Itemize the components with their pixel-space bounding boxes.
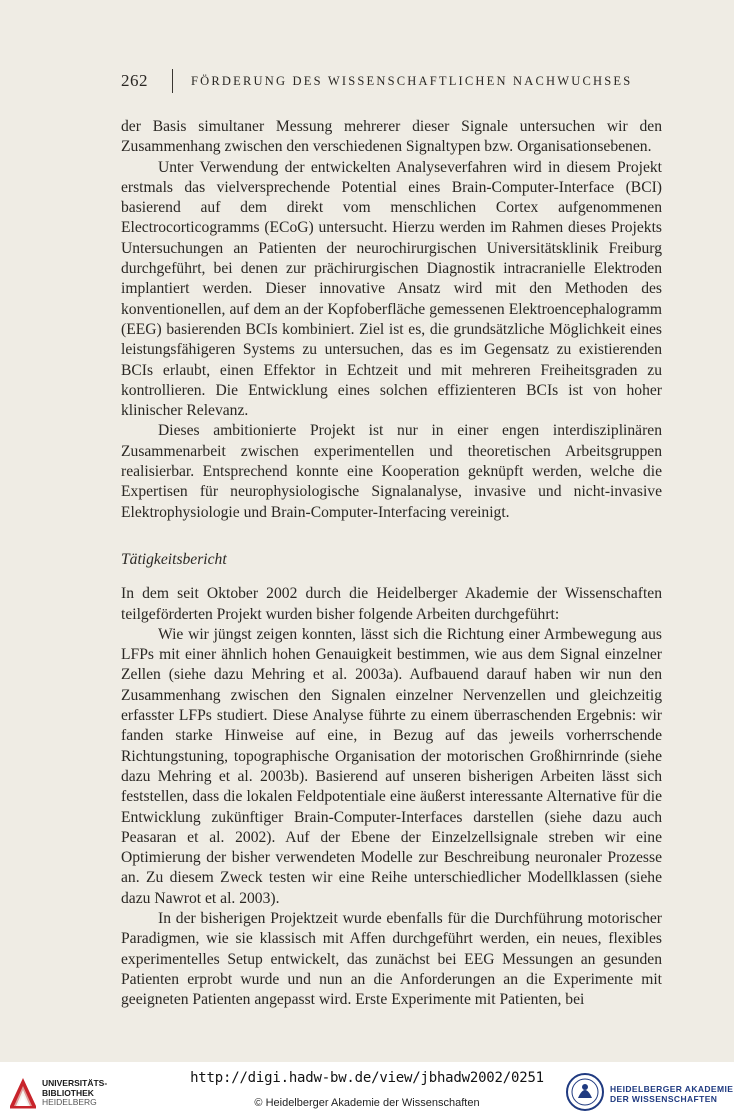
library-name: UNIVERSITÄTS- BIBLIOTHEK HEIDELBERG <box>42 1078 108 1107</box>
academy-name: HEIDELBERGER AKADEMIE DER WISSENSCHAFTEN <box>610 1084 734 1104</box>
paragraph-3: Dieses ambitionierte Projekt ist nur in einer engen interdisziplinären Zusammenarbeit zwischen experimentellen und theoretischen Arbeitsgruppen realisierbar. Entsprechend konnte eine Kooperation geknüpft werden, welche die Expertisen für neurophysiologische Signalanalyse, invasive und nicht-invasive Elektrophysiologie und Brain-Computer-Interfacing vereinigt. <box>121 422 662 521</box>
header-divider <box>172 69 173 93</box>
paragraph-4: In dem seit Oktober 2002 durch die Heidelberger Akademie der Wissenschaften teilgeförderten Projekt wurden bisher folgende Arbeiten durchgeführt: <box>121 585 662 623</box>
section-heading: Tätigkeitsbericht <box>121 550 227 568</box>
running-head: FÖRDERUNG DES WISSENSCHAFTLICHEN NACHWUCHSES <box>191 73 633 88</box>
copyright-notice: © Heidelberger Akademie der Wissenschaften <box>254 1097 480 1109</box>
paragraph-1: der Basis simultaner Messung mehrerer dieser Signale untersuchen wir den Zusammenhang zwischen den verschiedenen Signaltypen bzw. Organisationsebenen. <box>121 118 662 156</box>
paragraph-2: Unter Verwendung der entwickelten Analyseverfahren wird in diesem Projekt erstmals das vielversprechende Potential eines Brain-Computer-Interface (BCI) basierend auf dem direkt vom menschlichen Cortex aufgenommenen Electrocorticogramms (ECoG) untersucht. Hierzu werden im Rahmen dieses Projekts Untersuchungen an Patienten der neurochirurgischen Universitätsklinik Freiburg durchgeführt, bei denen zur prächirurgischen Diagnostik intracranielle Elektroden implantiert werden. Dieser innovative Ansatz wird mit den Methoden des konventionellen, auf dem an der Kopfoberfläche gemessenen Elektroencephalogramm (EEG) basierenden BCIs kombiniert. Ziel ist es, die grundsätzliche Möglichkeit eines leistungsfähigeren Systems zu untersuchen, das es im Gegensatz zu existierenden BCIs erlaubt, einen Effektor in Echtzeit und mit mehreren Freiheitsgraden zu kontrollieren. Die Entwicklung eines solchen effizienteren BCIs ist von hoher klinischer Relevanz. <box>121 158 662 420</box>
page-body <box>121 117 662 1010</box>
academy-seal-icon <box>565 1072 605 1112</box>
page-number: 262 <box>121 71 148 90</box>
paragraph-6: In der bisherigen Projektzeit wurde ebenfalls für die Durchführung motorischer Paradigmen, wie sie klassisch mit Affen durchgeführt werden, ein neues, flexibles experimentelles Setup entwickelt, das zunächst bei EEG Messungen an gesunden Patienten erprobt wurde und nun an die Anforderungen an die Experimente mit geeigneten Patienten angepasst wird. Erste Experimente mit Patienten, bei <box>121 909 662 1009</box>
viewer-footer <box>0 1062 734 1119</box>
page-header <box>121 70 641 92</box>
paragraph-5: Wie wir jüngst zeigen konnten, lässt sich die Richtung einer Armbewegung aus LFPs mit einer ähnlich hohen Genauigkeit bestimmen, wie aus dem Signal einzelner Zellen (siehe dazu Mehring et al. 2003a). Aufbauend darauf haben wir nun den Zusammenhang zwischen den Signalen einzelner Nervenzellen und gleichzeitig erfasster LFPs studiert. Diese Analyse führte zu einem überraschenden Ergebnis: wir fanden starke Hinweise auf eine, in Bezug auf das jeweils vorherrschende Richtungstuning, topographische Organisation der motorischen Großhirnrinde (siehe dazu Mehring et al. 2003b). Basierend auf unseren bisherigen Arbeiten lässt sich feststellen, dass die lokalen Feldpotentiale eine äußerst interessante Alternative für die Entwicklung zukünftiger Brain-Computer-Interfaces darstellen (siehe dazu auch Peasaran et al. 2002). Auf der Ebene der Einzelzellsignale streben wir eine Optimierung der bisher verwendeten Modelle zur Beschreibung neuronaler Prozesse an. Zu diesem Zweck testen wir eine Reihe unterschiedlicher Modellklassen (siehe dazu Nawrot et al. 2003). <box>121 625 662 907</box>
permalink-url[interactable]: http://digi.hadw-bw.de/view/jbhadw2002/0251 <box>190 1070 544 1086</box>
